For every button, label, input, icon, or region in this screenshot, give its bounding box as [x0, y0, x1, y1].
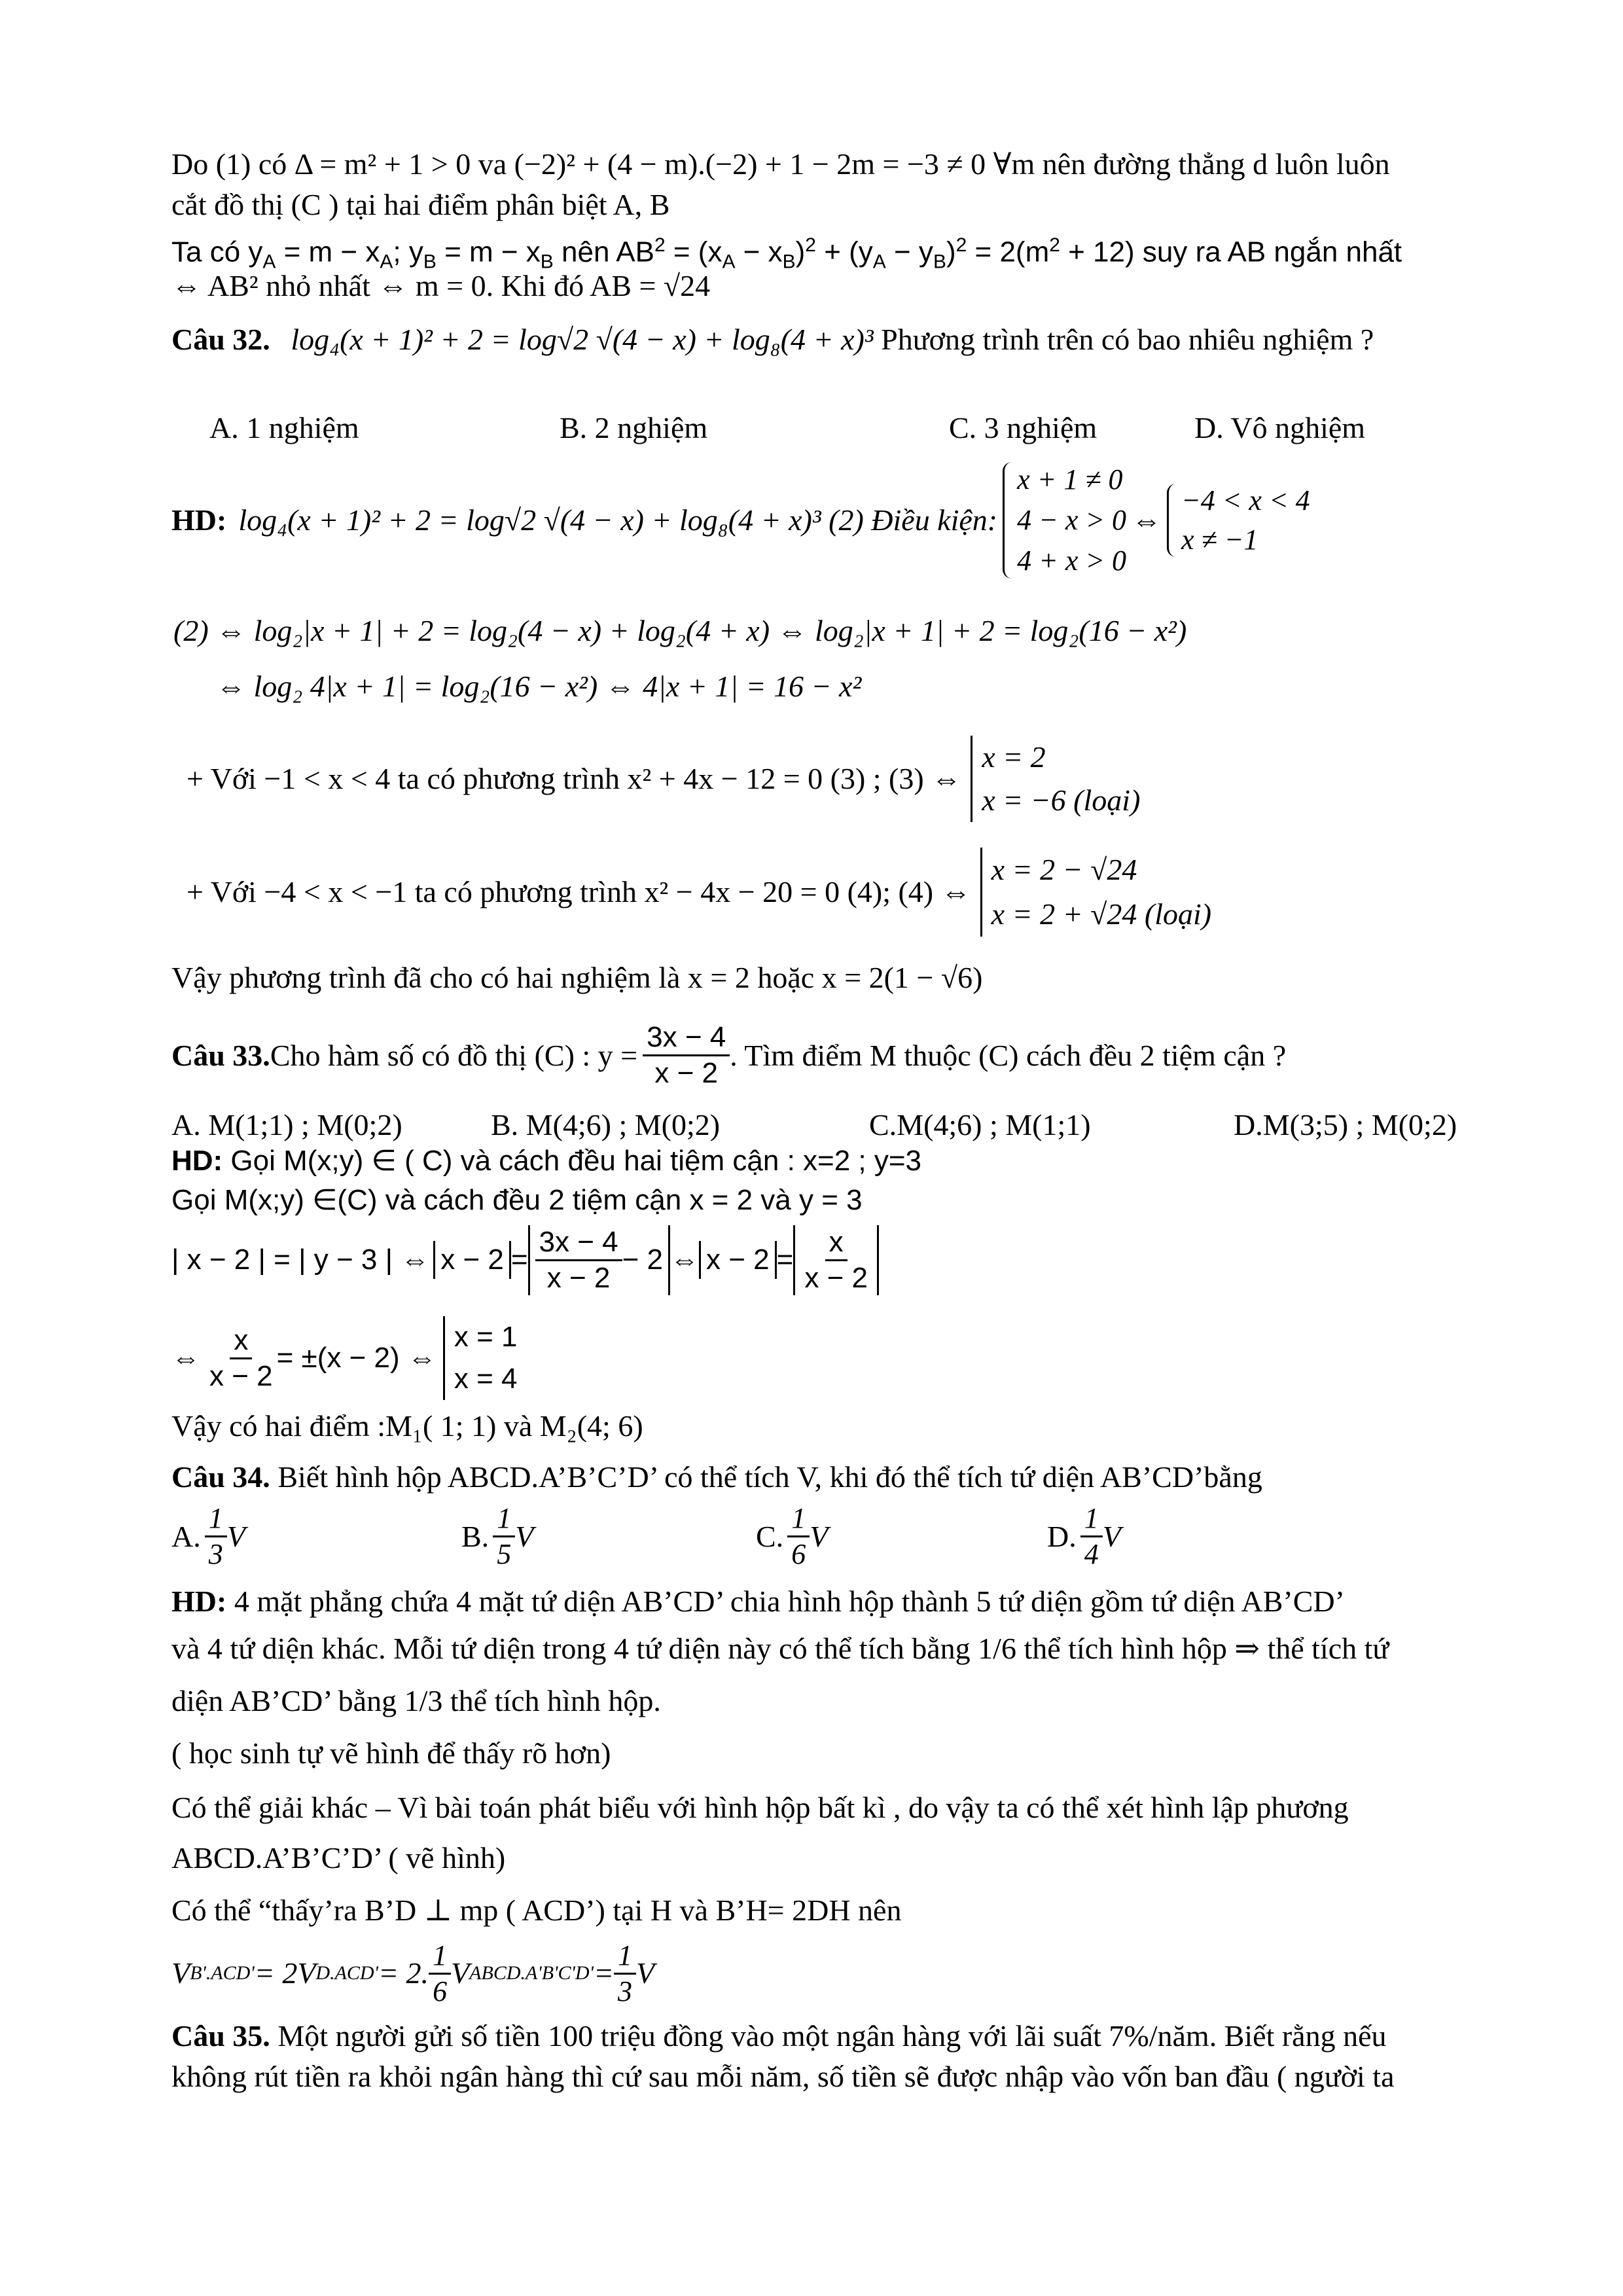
- question-32-hd-equation: log₄(x + 1)² + 2 = log√2 √(4 − x) + log₈(4 + x)³ (2) Điều kiện:: [238, 503, 998, 537]
- question-34-option-b: [461, 1499, 533, 1574]
- case-2-solution-2: x = 2 + √24 (loại): [991, 897, 1212, 931]
- hd3-abs-middle: [528, 1225, 670, 1295]
- hd3-arrow: ⇔: [670, 1244, 700, 1276]
- question-32-equation: log₄(x + 1)² + 2 = log√2 √(4 − x) + log₈(4 + x)³: [291, 323, 874, 356]
- question-32-step-2: ⇔ log₂ 4|x + 1| = log₂(16 − x²) ⇔ 4|x + 1| = 16 − x²: [216, 670, 862, 703]
- option-d-num: 1: [1080, 1501, 1103, 1537]
- option-b-var: V: [515, 1519, 534, 1553]
- vol-5: =: [594, 1956, 615, 1990]
- hd4-arrow: ⇔: [171, 1342, 200, 1374]
- vol-2: = 2V: [254, 1956, 316, 1990]
- option-c-prefix: C.: [756, 1519, 784, 1553]
- question-32-hd-row: [171, 455, 1310, 586]
- question-34-hd-1: [171, 1583, 1345, 1621]
- option-c-num: 1: [787, 1501, 810, 1537]
- question-33: [171, 1018, 1286, 1093]
- question-34-option-d: [1047, 1499, 1121, 1574]
- question-33-hd-3: [171, 1221, 879, 1299]
- question-34-text: Biết hình hộp ABCD.A’B’C’D’ có thể tích V, khi đó thể tích tứ diện AB’CD’bằng: [270, 1460, 1262, 1494]
- question-32-case-1: [187, 733, 1140, 825]
- vol-f1-den: 6: [433, 1975, 448, 2007]
- vol-3: = 2.: [378, 1956, 429, 1990]
- question-32-option-c: C. 3 nghiệm: [949, 411, 1097, 444]
- question-33-function-fraction: [643, 1020, 730, 1090]
- hd3-lead: | x − 2 | = | y − 3 | ⇔: [171, 1244, 430, 1276]
- question-33-hd-1: [171, 1142, 921, 1180]
- question-35-label: Câu 35.: [171, 2019, 270, 2053]
- question-34-option-c: [756, 1499, 828, 1574]
- option-a-fraction: [205, 1501, 227, 1571]
- question-34-hd-label: HD:: [171, 1585, 227, 1618]
- hd3-f1-num: 3x − 4: [535, 1225, 622, 1261]
- condition-3: 4 + x > 0: [1017, 545, 1127, 577]
- question-32-option-d: D. Vô nghiệm: [1194, 411, 1366, 444]
- question-32: [171, 321, 1374, 359]
- vol-4: V: [451, 1956, 470, 1990]
- hd3-f2-num: x: [825, 1225, 847, 1261]
- prev-solution-line-4: ⇔ AB² nhỏ nhất ⇔ m = 0. Khi đó AB = √24: [171, 269, 711, 302]
- question-34-hd-6: ABCD.A’B’C’D’ ( vẽ hình): [171, 1841, 506, 1874]
- hd4-fraction: [205, 1323, 277, 1393]
- condition-result-1: −4 < x < 4: [1181, 484, 1310, 516]
- hd3-abs-left: x − 2: [433, 1241, 511, 1279]
- question-34-hd-5: Có thể giải khác – Vì bài toán phát biểu với hình hộp bất kì , do vậy ta có thể xét hình lập phương: [171, 1791, 1349, 1824]
- option-b-prefix: B.: [461, 1519, 490, 1553]
- question-33-hd-label: HD:: [171, 1145, 223, 1177]
- equivalence-arrow: ⇔: [1132, 503, 1162, 537]
- option-d-prefix: D.: [1047, 1519, 1077, 1553]
- question-33-label: Câu 33.: [171, 1038, 270, 1072]
- hd3-fraction-1: [535, 1225, 622, 1295]
- question-34-hd-3: diện AB’CD’ bằng 1/3 thể tích hình hộp.: [171, 1684, 661, 1717]
- vol-6: V: [636, 1956, 655, 1990]
- option-d-fraction: [1080, 1501, 1103, 1571]
- vol-fraction-1: [429, 1939, 451, 2009]
- hd3-minus: − 2: [622, 1244, 664, 1276]
- hd3-eq-2: =: [776, 1244, 794, 1276]
- vol-f1-num: 1: [429, 1939, 451, 1975]
- question-32-hd-label: HD:: [171, 503, 227, 537]
- question-33-option-b: B. M(4;6) ; M(0;2): [491, 1108, 721, 1141]
- question-32-conclusion: Vậy phương trình đã cho có hai nghiệm là x = 2 hoặc x = 2(1 − √6): [171, 961, 983, 994]
- question-35-text-1: Một người gửi số tiền 100 triệu đồng vào một ngân hàng với lãi suất 7%/năm. Biết rằng nếu: [270, 2019, 1387, 2053]
- case-1-text: + Với −1 < x < 4 ta có phương trình x² + 4x − 12 = 0 (3) ; (3) ⇔: [187, 762, 962, 795]
- question-33-hd-2: Gọi M(x;y) ∈(C) và cách đều 2 tiệm cận x = 2 và y = 3: [171, 1184, 863, 1216]
- question-33-option-d: D.M(3;5) ; M(0;2): [1234, 1108, 1457, 1141]
- option-c-fraction: [787, 1501, 810, 1571]
- prev-solution-line-2: cắt đồ thị (C ) tại hai điểm phân biệt A, B: [171, 188, 670, 221]
- option-d-den: 4: [1084, 1538, 1099, 1570]
- question-32-condition-result: [1167, 481, 1310, 560]
- vol-4-sub: ABCD.A'B'C'D': [469, 1962, 594, 1984]
- case-2-solution-1: x = 2 − √24: [991, 852, 1137, 886]
- hd3-f1-den: x − 2: [546, 1261, 611, 1294]
- question-33-option-c: C.M(4;6) ; M(1;1): [869, 1108, 1091, 1141]
- case-1-solution-1: x = 2: [982, 740, 1046, 774]
- question-33-text-1: Cho hàm số có đồ thị (C) : y =: [270, 1038, 638, 1072]
- hd3-fraction-2: [800, 1225, 872, 1295]
- question-34-volume-formula: [171, 1934, 654, 2013]
- hd3-f2-den: x − 2: [804, 1261, 868, 1294]
- case-1-solutions: [971, 736, 1140, 822]
- question-32-option-b: B. 2 nghiệm: [560, 411, 708, 444]
- question-35-line-2: không rút tiền ra khỏi ngân hàng thì cứ sau mỗi năm, số tiền sẽ được nhập vào vốn ban đầu ( người ta: [171, 2060, 1395, 2093]
- option-a-num: 1: [205, 1501, 227, 1537]
- hd3-abs-right: [793, 1225, 879, 1295]
- prev-solution-line-3: Ta có $y_A = m - x_A$; $y_B = m - x_B$ nên $AB^2 = (x_A - x_B)^2 + (y_A - y_B)^2 = 2(m^2 + 12)$ suy ra AB ngắn nhất: [171, 234, 1402, 273]
- condition-result-2: x ≠ −1: [1181, 524, 1258, 556]
- question-32-option-a: A. 1 nghiệm: [209, 411, 359, 444]
- option-b-den: 5: [497, 1538, 512, 1570]
- hd4-num: x: [230, 1323, 252, 1359]
- question-34-label: Câu 34.: [171, 1460, 270, 1494]
- option-c-var: V: [810, 1519, 829, 1553]
- hd3-eq: =: [510, 1244, 528, 1276]
- condition-2: 4 − x > 0: [1017, 504, 1127, 536]
- question-32-text: Phương trình trên có bao nhiêu nghiệm ?: [881, 323, 1374, 356]
- question-33-hd-4: [171, 1312, 517, 1404]
- fraction-numerator: 3x − 4: [643, 1020, 730, 1056]
- condition-1: x + 1 ≠ 0: [1017, 463, 1123, 495]
- question-34-hd-2: và 4 tứ diện khác. Mỗi tứ diện trong 4 tứ diện này có thể tích bằng 1/6 thể tích hình hộp ⇒ thể tích tứ: [171, 1632, 1389, 1665]
- option-b-num: 1: [493, 1501, 515, 1537]
- vol-2-sub: D.ACD': [315, 1962, 379, 1984]
- option-a-den: 3: [208, 1538, 223, 1570]
- case-2-solutions: [980, 848, 1211, 937]
- hd4-solution-2: x = 4: [454, 1363, 518, 1395]
- fraction-denominator: x − 2: [654, 1057, 718, 1089]
- question-33-text-2: . Tìm điểm M thuộc (C) cách đều 2 tiệm cận ?: [730, 1038, 1287, 1072]
- question-34: [171, 1458, 1262, 1496]
- vol-f2-den: 3: [618, 1975, 633, 2007]
- question-32-label: Câu 32.: [171, 323, 270, 356]
- case-1-solution-2: x = −6 (loại): [982, 783, 1141, 817]
- question-34-hd-7: Có thể “thấy’ra B’D ⊥ mp ( ACD’) tại H và B’H= 2DH nên: [171, 1893, 902, 1927]
- hd4-den: x − 2: [209, 1359, 273, 1392]
- option-d-var: V: [1102, 1519, 1121, 1553]
- option-a-var: V: [226, 1519, 245, 1553]
- hd4-solutions: [443, 1316, 518, 1400]
- question-33-conclusion: Vậy có hai điểm :M₁( 1; 1) và M₂(4; 6): [171, 1409, 643, 1443]
- prev-solution-line-1: Do (1) có Δ = m² + 1 > 0 va (−2)² + (4 − m).(−2) + 1 − 2m = −3 ≠ 0 ∀m nên đường thẳng d luôn luôn: [171, 147, 1390, 181]
- hd4-solution-1: x = 1: [454, 1321, 518, 1353]
- vol-fraction-2: [614, 1939, 636, 2009]
- option-b-fraction: [493, 1501, 515, 1571]
- vol-1: V: [171, 1956, 190, 1990]
- question-33-option-a: A. M(1;1) ; M(0;2): [171, 1108, 402, 1141]
- question-34-option-a: [171, 1499, 245, 1574]
- vol-1-sub: B'.ACD': [190, 1962, 255, 1984]
- question-34-hd-4: ( học sinh tự vẽ hình để thấy rõ hơn): [171, 1736, 611, 1770]
- question-32-case-2: [187, 844, 1211, 939]
- vol-f2-num: 1: [614, 1939, 636, 1975]
- option-c-den: 6: [791, 1538, 806, 1570]
- question-34-hd-text-1: 4 mặt phẳng chứa 4 mặt tứ diện AB’CD’ chia hình hộp thành 5 tứ diện gồm tứ diện AB’CD’: [226, 1585, 1345, 1618]
- option-a-prefix: A.: [171, 1519, 201, 1553]
- question-32-step-1: (2) ⇔ log₂|x + 1| + 2 = log₂(4 − x) + log₂(4 + x) ⇔ log₂|x + 1| + 2 = log₂(16 − x²): [173, 614, 1187, 647]
- question-35-line-1: [171, 2017, 1387, 2055]
- hd4-rest: = ±(x − 2) ⇔: [276, 1342, 437, 1374]
- question-32-conditions: [1003, 459, 1126, 581]
- question-33-hd-text-1: Gọi M(x;y) ∈ ( C) và cách đều hai tiệm cận : x=2 ; y=3: [223, 1145, 922, 1177]
- hd3-abs-left-2: x − 2: [699, 1241, 777, 1279]
- case-2-text: + Với −4 < x < −1 ta có phương trình x² − 4x − 20 = 0 (4); (4) ⇔: [187, 874, 971, 908]
